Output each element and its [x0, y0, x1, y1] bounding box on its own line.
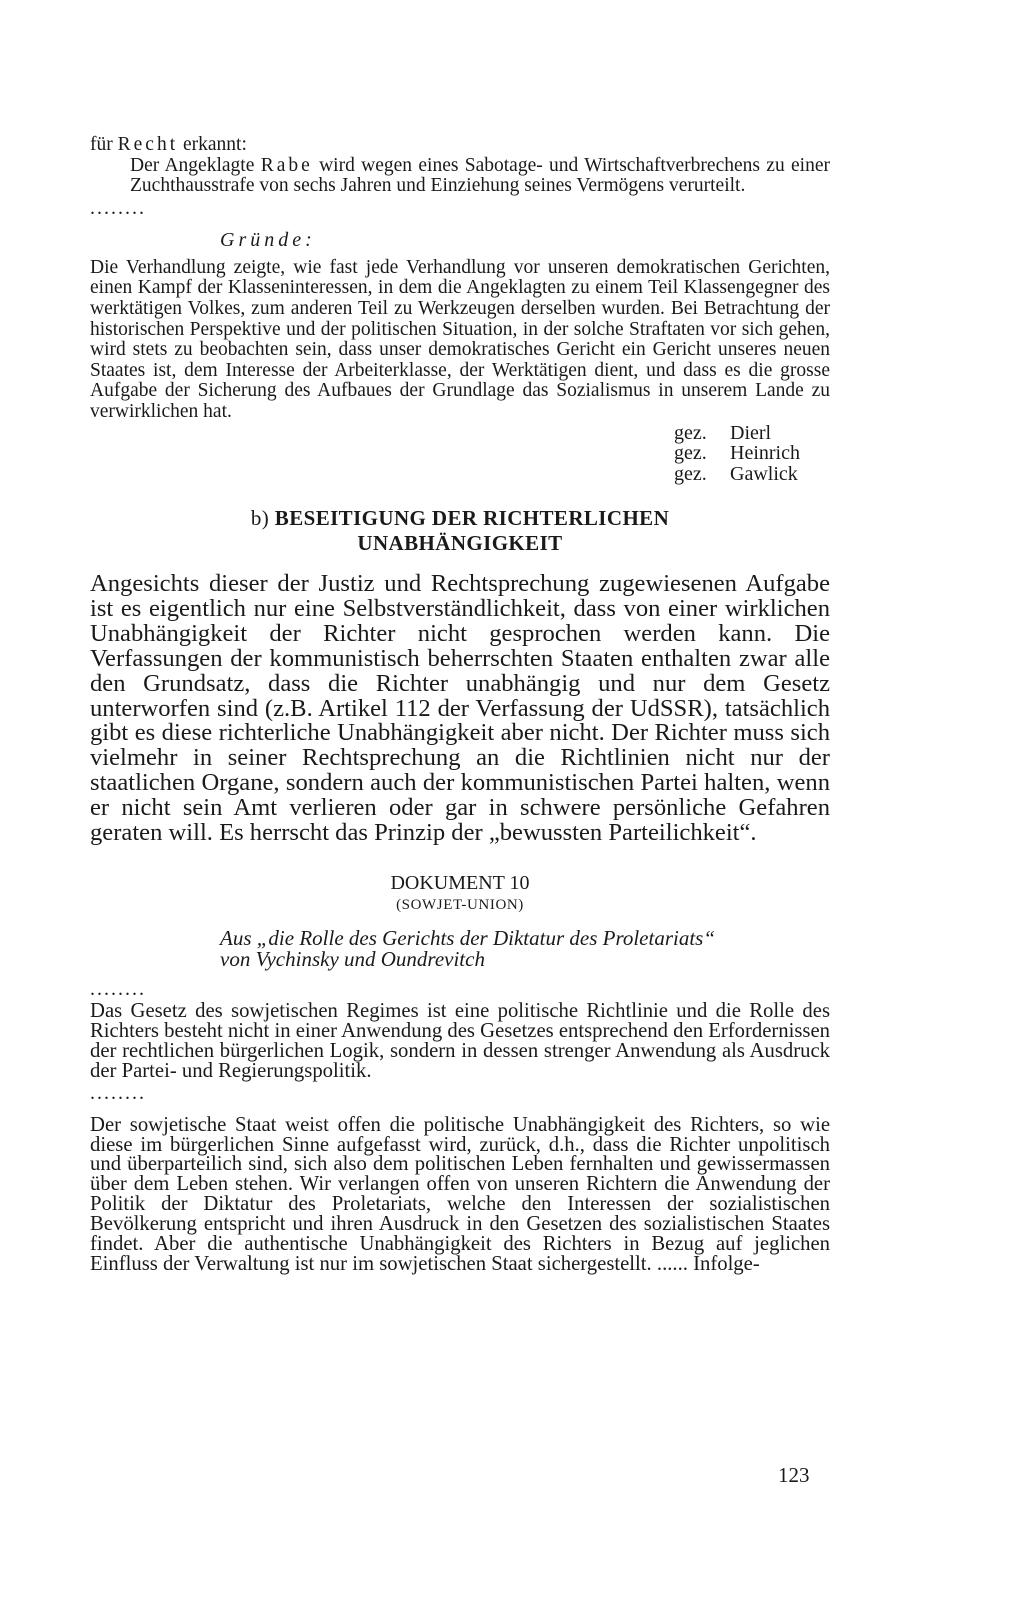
document-title: DOKUMENT 10: [390, 872, 530, 894]
doc-paragraph-2-block: [90, 1113, 830, 1275]
signature-row: [674, 443, 830, 464]
signature-prefix: gez.: [674, 421, 707, 444]
gruende-heading: Gründe:: [220, 228, 316, 251]
doc-paragraph-1-block: [90, 1002, 830, 1082]
gruende-text: Die Verhandlung zeigte, wie fast jede Verhandlung vor unseren demokratischen Gerichten, einen Kampf der Klasseninteressen, in dem die Angeklagten zu einem Teil Klassengegner des werktätigen Volkes, zum anderen Teil zu Werkzeugen derselben wurden. Bei Betrachtung der historischen Perspektive und der politischen Situation, in der solche Straftaten vor sich gehen, wird stets zu beobachten sein, dass unser demokratisches Gericht ein Gericht unseres neuen Staates ist, dem Interesse der Arbeiterklasse, der Werktätigen dient, und dass es die grosse Aufgabe der Sicherung des Aufbaues der Grundlage das Sozialismus in unserem Lande zu verwirklichen hat.: [90, 256, 830, 422]
verdict-intro-suffix: erkannt:: [182, 134, 247, 155]
section-prefix: b): [250, 506, 270, 531]
signature-block: [674, 423, 830, 485]
signature-row: [674, 423, 830, 444]
document-source: [220, 928, 830, 970]
signature-prefix: gez.: [674, 442, 707, 465]
verdict-intro-spaced: Recht: [117, 134, 179, 155]
main-paragraph-block: [90, 572, 830, 846]
verdict-intro-prefix: für: [90, 134, 113, 155]
document-source-line2: von Vychinsky und Oundrevitch: [220, 947, 485, 971]
document-page: [90, 135, 830, 1275]
main-paragraph: Angesichts dieser der Justiz und Rechtsprechung zugewiesenen Aufgabe ist es eigentlich nur eine Selbstverständlichkeit, dass von einer wirklichen Unabhängigkeit der Richter nicht gesprochen werden kann. Die Verfassungen der kommunistisch beherrschten Staaten enthalten zwar alle den Grundsatz, dass die Richter unabhängig und nur dem Gesetz unterworfen sind (z.B. Artikel 112 der Verfassung der UdSSR), tatsächlich gibt es diese richterliche Unabhängigkeit aber nicht. Der Richter muss sich vielmehr in seiner Rechtsprechung an die Richtlinien nicht nur der staatlichen Organe, sondern auch der kommunistischen Partei halten, wenn er nicht sein Amt verlieren oder gar in schwere persönliche Gefahren geraten will. Es herrscht das Prinzip der „bewussten Parteilichkeit“.: [90, 570, 830, 847]
signature-name: Heinrich: [730, 442, 800, 465]
gruende-paragraph: [90, 258, 830, 423]
verdict-sentence-rest: wird wegen eines Sabotage- und Wirtschaftverbrechens zu einer Zuchthausstrafe von sechs Jahren und Einziehung seines Vermögens verurteilt.: [130, 154, 830, 197]
signature-name: Dierl: [730, 421, 772, 444]
verdict-sentence: [90, 156, 830, 197]
section-heading: [90, 506, 830, 556]
signature-row: [674, 464, 830, 485]
verdict-sentence-prefix: Der Angeklagte: [130, 154, 255, 176]
section-title-line1: BESEITIGUNG DER RICHTERLICHEN: [274, 506, 670, 531]
document-subtitle: (SOWJET-UNION): [396, 897, 524, 913]
page-number: 123: [778, 1463, 810, 1487]
document-source-line1: Aus „die Rolle des Gerichts der Diktatur des Proletariats“: [220, 926, 716, 950]
ellipsis-separator: ........: [90, 978, 146, 1000]
verdict-intro: [90, 135, 830, 156]
section-title-line2: UNABHÄNGIGKEIT: [357, 531, 563, 556]
signature-prefix: gez.: [674, 462, 707, 485]
doc-paragraph-1: Das Gesetz des sowjetischen Regimes ist eine politische Richtlinie und die Rolle des Richters besteht nicht in einer Anwendung des Gesetzes entsprechend den Erfordernissen der rechtlichen bürgerlichen Logik, sondern in dessen strenger Anwendung als Ausdruck der Partei- und Regierungspolitik.: [90, 1000, 830, 1082]
signature-name: Gawlick: [730, 462, 798, 485]
doc-paragraph-2: Der sowjetische Staat weist offen die politische Unabhängigkeit des Richters, so wie diese im bürgerlichen Sinne aufgefasst wird, zurück, d.h., dass die Richter unpolitisch und überparteilich sind, sich also dem politischen Leben fernhalten und gewissermassen über dem Leben stehen. Wir verlangen offen von unseren Richtern die Anwendung der Politik der Diktatur des Proletariats, welche den Interessen der sozialistischen Bevölkerung entspricht und ihren Ausdruck in den Gesetzen des sozialistischen Staates findet. Aber die authentische Unabhängigkeit des Richters in Bezug auf jeglichen Einfluss der Verwaltung ist nur im sowjetischen Staat sichergestellt. ...... Infolge-: [90, 1113, 830, 1275]
verdict-defendant-name: Rabe: [260, 154, 313, 176]
ellipsis-separator: ........: [90, 196, 146, 219]
ellipsis-separator: ........: [90, 1081, 146, 1104]
